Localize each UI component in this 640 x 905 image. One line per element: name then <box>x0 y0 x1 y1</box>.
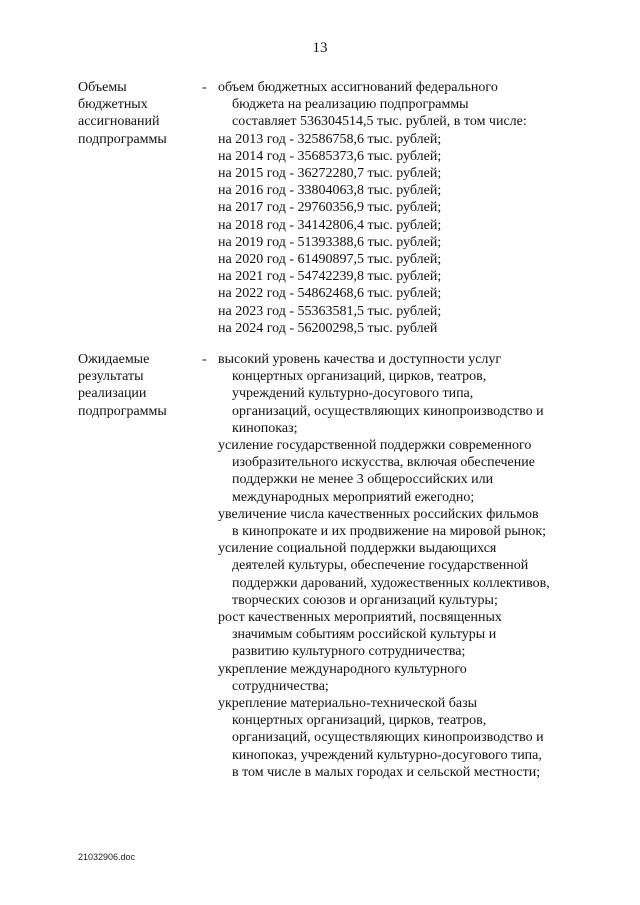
text-line: объем бюджетных ассигнований федерального <box>218 80 498 95</box>
label-line: ассигнований <box>78 114 160 130</box>
text-line: рост качественных мероприятий, посвященных <box>218 610 502 626</box>
text-line: поддержки дарований, художественных коллективов, <box>232 575 550 591</box>
text-line: укрепление материально-технической базы <box>218 696 478 712</box>
file-name-footer: 21032906.doc <box>78 852 136 862</box>
text-line: на 2022 год - 54862468,6 тыс. рублей; <box>218 286 442 302</box>
text-line: деятелей культуры, обеспечение государственной <box>232 558 529 574</box>
text-line: на 2013 год - 32586758,6 тыс. рублей; <box>218 131 442 147</box>
text-line: высокий уровень качества и доступности услуг <box>218 352 502 367</box>
label-line: реализации <box>78 386 147 402</box>
text-line: организаций, осуществляющих кинопроизводство и <box>232 730 544 746</box>
section-label <box>78 351 193 420</box>
text-line: на 2016 год - 33804063,8 тыс. рублей; <box>218 183 442 199</box>
text-line: в кинопрокате и их продвижение на мировой рынок; <box>232 524 547 540</box>
text-line: на 2024 год - 56200298,5 тыс. рублей <box>218 320 438 336</box>
text-line: бюджета на реализацию подпрограммы <box>232 97 469 113</box>
dash-marker: - <box>202 352 207 367</box>
text-line: на 2023 год - 55363581,5 тыс. рублей; <box>218 303 442 319</box>
text-line: на 2021 год - 54742239,8 тыс. рублей; <box>218 269 442 285</box>
label-line: подпрограммы <box>78 131 167 147</box>
section-body <box>218 79 598 337</box>
text-line: усиление государственной поддержки современного <box>218 438 532 454</box>
text-line: значимым событиям российской культуры и <box>232 627 497 643</box>
text-line: кинопоказ, учреждений культурно-досугового типа, <box>232 747 542 763</box>
text-line: сотрудничества; <box>232 678 329 694</box>
text-line: изобразительного искусства, включая обеспечение <box>232 455 535 471</box>
label-line: бюджетных <box>78 97 148 113</box>
text-line: организаций, осуществляющих кинопроизводство и <box>232 403 544 419</box>
section-body <box>218 351 598 781</box>
text-line: на 2018 год - 34142806,4 тыс. рублей; <box>218 217 442 233</box>
label-line: Ожидаемые <box>78 352 150 367</box>
text-line: кинопоказ; <box>232 420 298 436</box>
label-line: Объемы <box>78 80 127 95</box>
text-line: международных мероприятий ежегодно; <box>232 489 475 505</box>
text-line: развитию культурного сотрудничества; <box>232 644 466 660</box>
text-line: на 2020 год - 61490897,5 тыс. рублей; <box>218 252 442 268</box>
text-line: на 2014 год - 35685373,6 тыс. рублей; <box>218 148 442 164</box>
text-line: в том числе в малых городах и сельской местности; <box>232 764 541 780</box>
label-line: результаты <box>78 369 144 385</box>
text-line: учреждений культурно-досугового типа, <box>232 386 474 402</box>
text-line: концертных организаций, цирков, театров, <box>232 713 487 729</box>
section-label <box>78 79 193 148</box>
page-number: 13 <box>312 40 328 56</box>
text-line: концертных организаций, цирков, театров, <box>232 369 487 385</box>
text-line: усиление социальной поддержки выдающихся <box>218 541 497 557</box>
label-line: подпрограммы <box>78 403 167 419</box>
text-line: укрепление международного культурного <box>218 661 467 677</box>
text-line: на 2015 год - 36272280,7 тыс. рублей; <box>218 166 442 182</box>
dash-marker: - <box>202 80 207 95</box>
text-line: на 2019 год - 51393388,6 тыс. рублей; <box>218 234 442 250</box>
text-line: поддержки не менее 3 общероссийских или <box>232 472 494 488</box>
text-line: увеличение числа качественных российских фильмов <box>218 506 539 522</box>
text-line: составляет 536304514,5 тыс. рублей, в том числе: <box>232 114 527 130</box>
text-line: на 2017 год - 29760356,9 тыс. рублей; <box>218 200 442 216</box>
text-line: творческих союзов и организаций культуры; <box>232 592 498 608</box>
